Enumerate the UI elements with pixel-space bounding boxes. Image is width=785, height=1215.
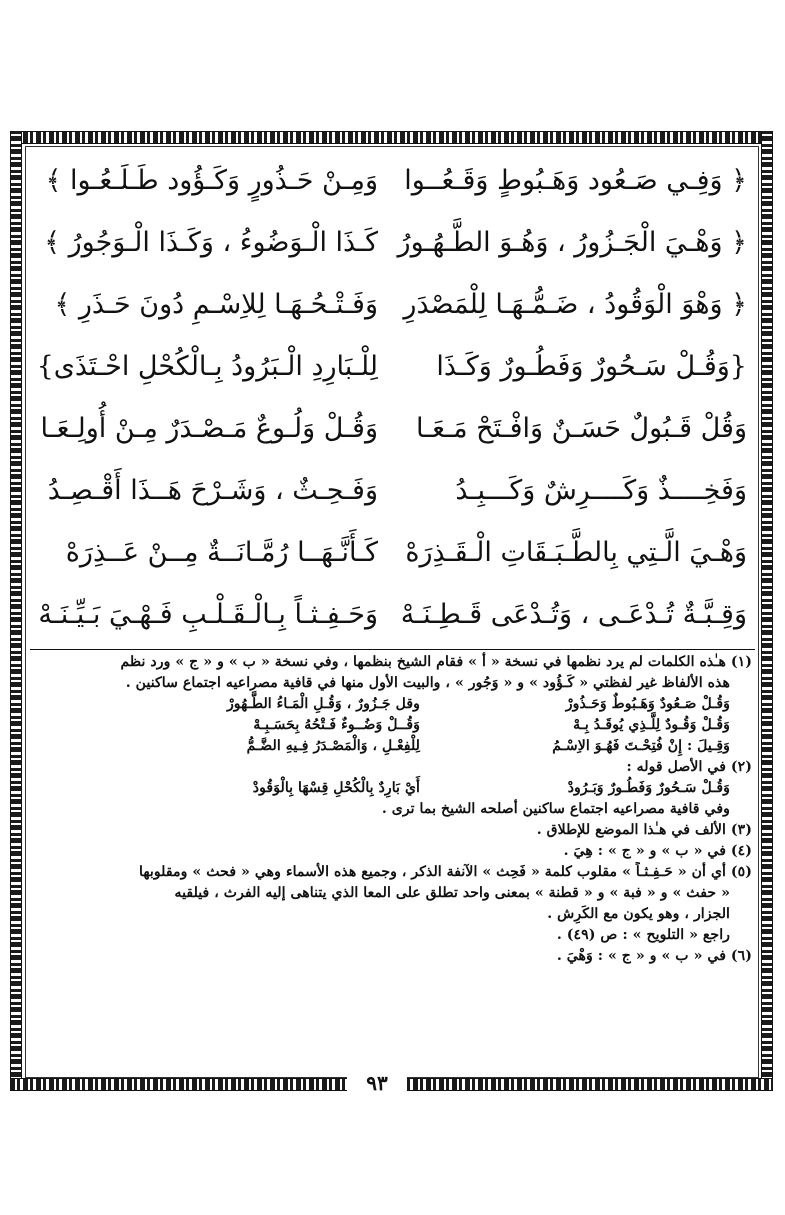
- ornamental-border-left: [10, 131, 22, 1090]
- footnote-line: (١) هـٰذه الكلمات لم يرد نظمها في نسخة « أ » فقام الشيخ بنظمها ، وفي نسخة « ب » و « ج » ورد نظم: [120, 654, 752, 670]
- footnote-poem-hemistich: وَقِـيلَ : إِنْ فُتِحْـتَ فَهُـوَ الاِسْـمُ: [552, 738, 730, 754]
- footnotes: [32, 652, 752, 967]
- verse-row: [30, 460, 755, 522]
- verse-row: [30, 584, 755, 646]
- footnote-poem-hemistich: أَيْ بَارِدٌ بِالْكُحْلِ قِسْهَا بِالْوَقُودْ: [252, 780, 420, 796]
- footnote-line: (٤) في « ب » و « ج » : هِيَ .: [563, 843, 752, 859]
- footnote-poem-hemistich: وقل جَـزُورٌ ، وَقُـلِ الْمَـاءُ الطَّـهُورْ: [226, 696, 420, 712]
- verse-row: [30, 398, 755, 460]
- footnote-poem-hemistich: لِلْفِعْـلِ ، وَالْمَصْـدَرُ فِـيهِ الضَّـمُّ: [246, 738, 420, 754]
- verse-row: [30, 150, 755, 212]
- verse-first-hemistich: ﴿ وَهْوَ الْوَقُودُ ، ضَـمُّـهَـا لِلْمَصْدَرِ: [403, 289, 747, 320]
- verse-first-hemistich: وَهْـيَ الَّـتِي بِالطَّـبَـقَاتِ الْـقَـذِرَهْ: [405, 537, 747, 568]
- verse-second-hemistich: وَمِـنْ حَـذُورٍ وَكَـؤُود طَـلَـعُـوا ﴾: [45, 165, 378, 196]
- ornamental-border-right: [761, 131, 773, 1090]
- footnote-line: (٣) الألف في هـٰذا الموضع للإطلاق .: [536, 822, 752, 838]
- verse-row: [30, 522, 755, 584]
- footnote-poem-row: [32, 778, 752, 799]
- footnote-line: هذه الألفاظ غير لفظتي « كَـؤُود » و « وَجُور » ، والبيت الأول منها في قافية مصراعيه اجتماع ساكنين .: [125, 675, 730, 691]
- footnote-line: (٥) أي أن « حَـفِـثـاً » مقلوب كلمة « فَحِث » الآنفة الذكر ، وجميع هذه الأسماء وهي « فحث » ومقلوبها: [139, 864, 752, 880]
- footnote-poem-hemistich: وَقُـلْ سَـحُورٌ وَفَطُـورٌ وَبَـرُودْ: [567, 780, 730, 796]
- verse-second-hemistich: لِلْـبَارِدِ الْـبَرُودُ بِـالْكُحْلِ احْـتَذَى}: [36, 351, 378, 382]
- verse-second-hemistich: وَفَـتْـحُـهَـا لِلاِسْـمِ دُونَ حَـذَرِ ﴾: [54, 289, 378, 320]
- verse-second-hemistich: كَـذَا الْـوَضُوءُ ، وَكَـذَا الْـوَجُورُ ﴾: [44, 227, 378, 258]
- verse-second-hemistich: وَفَـحِـثٌ ، وَشَـرْحَ هَــذَا أَقْـصِـدُ: [47, 475, 378, 506]
- footnote-poem-hemistich: وَقُـلْ صَـعُودٌ وَهَـبُوطٌ وَحَـذُورْ: [565, 696, 730, 712]
- verse-first-hemistich: ﴿ وَهْـيَ الْجَـزُورُ ، وَهُـوَ الطَّـهُـورُ: [397, 227, 747, 258]
- footnote-divider: [30, 649, 755, 650]
- ornamental-border-top: [10, 131, 773, 144]
- footnote-line: وفي قافية مصراعيه اجتماع ساكنين أصلحه الشيخ بما ترى .: [381, 801, 730, 817]
- page-number: ٩٣: [347, 1072, 407, 1094]
- footnote-poem-hemistich: وَقُـلْ وَقُـودٌ لِلَّـذِي يُوقَـدُ بِـهْ: [573, 717, 730, 733]
- verse-row: [30, 212, 755, 274]
- footnote-line: (٢) في الأصل قوله :: [626, 759, 752, 775]
- verse-block: [30, 150, 755, 646]
- footnote-poem-row: [32, 736, 752, 757]
- footnote-poem-row: [32, 715, 752, 736]
- footnote-poem-hemistich: وَقُــلْ وَضُــوءٌ فَـتْحُهُ بِحَسَـبِـهْ: [253, 717, 420, 733]
- footnote-line: الجزار ، وهو يكون مع الكَرِش .: [547, 906, 730, 922]
- verse-second-hemistich: وَحَـفِـثـاً بِـالْـقَـلْـبِ فَـهْـيَ بَـيِّـنَـهْ: [38, 599, 378, 630]
- footnote-line: (٦) في « ب » و « ج » : وَهْيَ .: [556, 948, 752, 964]
- verse-first-hemistich: وَقُلْ قَـبُولٌ حَسَـنٌ وَافْـتَحْ مَـعَـا: [416, 413, 747, 444]
- verse-first-hemistich: وَفَخِــــذٌ وَكَــــرِشٌ وَكَـــبِـدُ: [455, 475, 747, 506]
- verse-first-hemistich: وَقِـبَّـةٌ تُـدْعَـى ، وَتُـدْعَى قَـطِـنَـهْ: [400, 599, 747, 630]
- verse-second-hemistich: كَـأَنَّـهَــا رُمَّـانَــةٌ مِــنْ عَــذِرَهْ: [65, 537, 378, 568]
- verse-row: [30, 274, 755, 336]
- footnote-line: « حفث » و « فبة » و « قطنة » بمعنى واحد تطلق على المعا الذي يتناهى إليه الفرث ، فيلقيه: [174, 885, 730, 901]
- footnote-line: راجع « التلويح » : ص (٤٩) .: [556, 927, 730, 943]
- verse-second-hemistich: وَقُـلْ وَلُـوعٌ مَـصْـدَرٌ مِـنْ أُولِـعَـا: [40, 413, 378, 444]
- footnote-poem-row: [32, 694, 752, 715]
- verse-first-hemistich: ﴿ وَفِـي صَـعُود وَهَـبُوطٍ وَقَـعُــوا: [404, 165, 747, 196]
- verse-first-hemistich: {وَقُـلْ سَـحُورٌ وَفَطُـورٌ وَكَـذَا: [436, 351, 747, 382]
- verse-row: [30, 336, 755, 398]
